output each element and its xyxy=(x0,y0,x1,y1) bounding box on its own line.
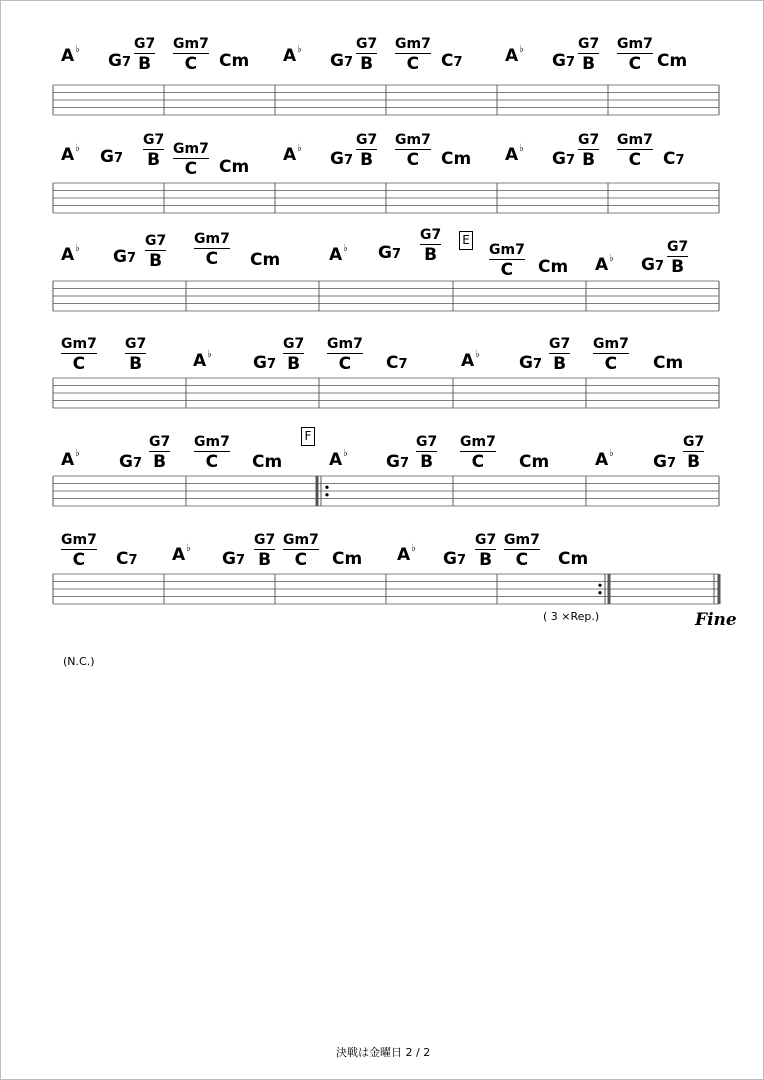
slash-chord-upper: Gm7 xyxy=(617,132,653,148)
slash-chord xyxy=(356,37,377,73)
chord-symbol xyxy=(61,243,80,265)
slash-chord-bass: B xyxy=(424,245,438,265)
slash-chord-upper: G7 xyxy=(283,336,305,352)
slash-chord-bass: B xyxy=(360,54,374,74)
chord-root: Cm xyxy=(252,452,283,472)
slash-chord-bass: C xyxy=(72,354,86,374)
slash-chord-bass: C xyxy=(628,150,642,170)
chord-symbol xyxy=(378,245,401,262)
chord-root: C7 xyxy=(663,149,685,169)
chord-root: G7 xyxy=(552,51,576,71)
flat-icon: ♭ xyxy=(343,243,348,254)
chord-symbol xyxy=(283,143,302,165)
slash-chord xyxy=(578,37,599,73)
chord-root: G7 xyxy=(443,549,467,569)
chord-symbol xyxy=(329,243,348,265)
chord-symbol xyxy=(193,349,212,371)
chord-root: Cm xyxy=(657,51,688,71)
chord-root: G7 xyxy=(108,51,132,71)
slash-chord-bass: C xyxy=(628,54,642,74)
chord-symbol xyxy=(172,543,191,565)
slash-chord-bass: B xyxy=(582,150,596,170)
chord-symbol xyxy=(578,131,599,169)
chord-symbol xyxy=(356,131,377,169)
flat-icon: ♭ xyxy=(75,143,80,154)
slash-chord-bass: B xyxy=(147,150,161,170)
slash-chord-upper: G7 xyxy=(356,36,378,52)
chord-root: Cm xyxy=(219,157,250,177)
chord-symbol xyxy=(252,454,282,471)
slash-chord xyxy=(283,533,319,569)
slash-chord xyxy=(549,337,570,373)
slash-chord xyxy=(327,337,363,373)
slash-chord xyxy=(61,533,97,569)
slash-chord-upper: Gm7 xyxy=(489,242,525,258)
chord-symbol xyxy=(219,159,249,176)
chord-root: A♭ xyxy=(329,243,348,265)
chord-symbol xyxy=(653,355,683,372)
chord-symbol xyxy=(653,454,676,471)
rehearsal-mark-e: E xyxy=(459,231,473,250)
slash-chord-upper: G7 xyxy=(125,336,147,352)
flat-icon: ♭ xyxy=(609,253,614,264)
chord-symbol xyxy=(657,53,687,70)
chord-extension: 7 xyxy=(391,247,402,262)
chord-symbol xyxy=(460,433,496,471)
slash-chord xyxy=(489,243,525,279)
slash-chord xyxy=(194,232,230,268)
chord-symbol xyxy=(420,226,441,264)
chord-root: A♭ xyxy=(61,448,80,470)
chord-root: G7 xyxy=(253,353,277,373)
slash-chord-upper: Gm7 xyxy=(194,434,230,450)
slash-chord xyxy=(416,435,437,471)
chord-symbol xyxy=(219,53,249,70)
chord-symbol xyxy=(149,433,170,471)
chord-root: Cm xyxy=(519,452,550,472)
slash-chord-bass: B xyxy=(479,550,493,570)
page-footer: 決戦は金曜日 2 / 2 xyxy=(336,1046,431,1059)
slash-chord-upper: G7 xyxy=(143,132,165,148)
chord-root: C7 xyxy=(386,353,408,373)
chord-symbol xyxy=(253,355,276,372)
chord-symbol xyxy=(125,335,146,373)
slash-chord-bass: C xyxy=(471,452,485,472)
chord-symbol xyxy=(283,335,304,373)
chord-extension: 7 xyxy=(266,357,277,372)
flat-icon: ♭ xyxy=(207,349,212,360)
chord-root: A♭ xyxy=(329,448,348,470)
chord-symbol xyxy=(250,252,280,269)
chord-root: Cm xyxy=(538,257,569,277)
chord-root: A♭ xyxy=(461,349,480,371)
flat-icon: ♭ xyxy=(75,44,80,55)
chord-symbol xyxy=(617,131,653,169)
chord-root: A♭ xyxy=(505,143,524,165)
slash-chord-upper: Gm7 xyxy=(504,532,540,548)
chord-root: G7 xyxy=(119,452,143,472)
chord-symbol xyxy=(194,230,230,268)
chord-symbol xyxy=(173,35,209,73)
chord-extension: 7 xyxy=(398,357,408,372)
slash-chord-bass: C xyxy=(205,452,219,472)
slash-chord-upper: G7 xyxy=(416,434,438,450)
chord-symbol xyxy=(667,238,688,276)
chord-symbol xyxy=(549,335,570,373)
slash-chord xyxy=(395,133,431,169)
chord-symbol xyxy=(663,151,685,168)
slash-chord xyxy=(149,435,170,471)
slash-chord-bass: C xyxy=(338,354,352,374)
slash-chord xyxy=(173,142,209,178)
slash-chord-bass: C xyxy=(500,260,514,280)
chord-symbol xyxy=(641,257,664,274)
slash-chord-upper: G7 xyxy=(549,336,571,352)
chord-symbol xyxy=(593,335,629,373)
chord-symbol xyxy=(505,44,524,66)
slash-chord xyxy=(475,533,496,569)
slash-chord xyxy=(617,37,653,73)
repeat-dot xyxy=(325,493,328,496)
slash-chord xyxy=(617,133,653,169)
chord-symbol xyxy=(143,131,164,169)
flat-icon: ♭ xyxy=(297,143,302,154)
chord-symbol xyxy=(283,531,319,569)
flat-icon: ♭ xyxy=(475,349,480,360)
flat-icon: ♭ xyxy=(609,448,614,459)
chord-extension: 7 xyxy=(235,553,246,568)
chord-symbol xyxy=(332,551,362,568)
slash-chord-upper: G7 xyxy=(420,227,442,243)
slash-chord-upper: G7 xyxy=(134,36,156,52)
chord-extension: 7 xyxy=(666,456,677,471)
slash-chord-upper: Gm7 xyxy=(593,336,629,352)
slash-chord-bass: C xyxy=(184,159,198,179)
chord-extension: 7 xyxy=(343,153,354,168)
slash-chord-upper: G7 xyxy=(683,434,705,450)
chord-symbol xyxy=(397,543,416,565)
slash-chord-bass: B xyxy=(258,550,272,570)
chord-root: A♭ xyxy=(61,143,80,165)
chord-symbol xyxy=(222,551,245,568)
chord-extension: 7 xyxy=(565,153,576,168)
slash-chord-bass: B xyxy=(287,354,301,374)
flat-icon: ♭ xyxy=(519,143,524,154)
chord-symbol xyxy=(61,44,80,66)
slash-chord-upper: G7 xyxy=(475,532,497,548)
chord-symbol xyxy=(395,35,431,73)
chord-symbol xyxy=(173,140,209,178)
chord-extension: 7 xyxy=(675,153,685,168)
slash-chord-bass: B xyxy=(420,452,434,472)
chord-symbol xyxy=(595,253,614,275)
chord-symbol xyxy=(441,151,471,168)
chord-extension: 7 xyxy=(113,151,124,166)
chord-symbol xyxy=(489,241,525,279)
chord-extension: 7 xyxy=(343,55,354,70)
chord-extension: 7 xyxy=(453,55,463,70)
slash-chord-upper: Gm7 xyxy=(395,132,431,148)
chord-symbol xyxy=(61,448,80,470)
chord-root: A♭ xyxy=(397,543,416,565)
slash-chord xyxy=(593,337,629,373)
chord-symbol xyxy=(194,433,230,471)
chord-root: A♭ xyxy=(505,44,524,66)
slash-chord xyxy=(61,337,97,373)
slash-chord-upper: Gm7 xyxy=(283,532,319,548)
slash-chord-upper: Gm7 xyxy=(194,231,230,247)
slash-chord-upper: G7 xyxy=(667,239,689,255)
slash-chord-upper: Gm7 xyxy=(61,336,97,352)
no-chord-marking: (N.C.) xyxy=(63,655,95,668)
chord-root: G7 xyxy=(552,149,576,169)
slash-chord-bass: B xyxy=(138,54,152,74)
chord-symbol xyxy=(327,335,363,373)
flat-icon: ♭ xyxy=(343,448,348,459)
chord-symbol xyxy=(145,232,166,270)
flat-icon: ♭ xyxy=(411,543,416,554)
chord-symbol xyxy=(443,551,466,568)
slash-chord xyxy=(504,533,540,569)
chord-extension: 7 xyxy=(399,456,410,471)
chord-symbol xyxy=(61,143,80,165)
slash-chord-upper: Gm7 xyxy=(460,434,496,450)
slash-chord xyxy=(578,133,599,169)
slash-chord xyxy=(667,240,688,276)
slash-chord-upper: G7 xyxy=(578,36,600,52)
chord-root: A♭ xyxy=(193,349,212,371)
slash-chord-upper: Gm7 xyxy=(395,36,431,52)
slash-chord-upper: Gm7 xyxy=(327,336,363,352)
chord-root: G7 xyxy=(222,549,246,569)
chord-symbol xyxy=(356,35,377,73)
chord-extension: 7 xyxy=(121,55,132,70)
slash-chord-bass: B xyxy=(582,54,596,74)
chord-root: G7 xyxy=(113,247,137,267)
chord-symbol xyxy=(330,53,353,70)
chord-symbol xyxy=(100,149,123,166)
chord-symbol xyxy=(119,454,142,471)
chord-symbol xyxy=(505,143,524,165)
flat-icon: ♭ xyxy=(75,243,80,254)
chord-root: Cm xyxy=(332,549,363,569)
repeat-dot xyxy=(598,591,601,594)
slash-chord-bass: B xyxy=(671,257,685,277)
chord-symbol xyxy=(61,531,97,569)
repeat-dot xyxy=(325,486,328,489)
flat-icon: ♭ xyxy=(297,44,302,55)
slash-chord-upper: G7 xyxy=(356,132,378,148)
slash-chord-bass: C xyxy=(72,550,86,570)
chord-root: G7 xyxy=(653,452,677,472)
chord-symbol xyxy=(683,433,704,471)
chord-symbol xyxy=(329,448,348,470)
slash-chord-bass: C xyxy=(604,354,618,374)
slash-chord xyxy=(283,337,304,373)
slash-chord xyxy=(460,435,496,471)
slash-chord-upper: Gm7 xyxy=(61,532,97,548)
chord-root: C7 xyxy=(116,549,138,569)
chord-root: G7 xyxy=(378,243,402,263)
chord-root: A♭ xyxy=(595,253,614,275)
repeat-count-note: ( 3 ×Rep.) xyxy=(543,610,600,623)
chord-extension: 7 xyxy=(565,55,576,70)
chord-symbol xyxy=(395,131,431,169)
chord-symbol xyxy=(283,44,302,66)
slash-chord-bass: C xyxy=(515,550,529,570)
chord-symbol xyxy=(578,35,599,73)
chord-symbol xyxy=(441,53,463,70)
slash-chord-upper: G7 xyxy=(578,132,600,148)
slash-chord xyxy=(125,337,146,373)
chord-root: Cm xyxy=(219,51,250,71)
chord-symbol xyxy=(461,349,480,371)
chord-root: A♭ xyxy=(595,448,614,470)
slash-chord-bass: C xyxy=(294,550,308,570)
chord-root: Cm xyxy=(558,549,589,569)
chord-symbol xyxy=(108,53,131,70)
rehearsal-mark-f: F xyxy=(301,427,315,446)
chord-extension: 7 xyxy=(654,259,665,274)
slash-chord-upper: Gm7 xyxy=(173,36,209,52)
chord-root: G7 xyxy=(386,452,410,472)
chord-symbol xyxy=(416,433,437,471)
chord-symbol xyxy=(386,454,409,471)
slash-chord-bass: B xyxy=(553,354,567,374)
chord-symbol xyxy=(475,531,496,569)
slash-chord xyxy=(194,435,230,471)
slash-chord xyxy=(395,37,431,73)
slash-chord-upper: Gm7 xyxy=(617,36,653,52)
flat-icon: ♭ xyxy=(186,543,191,554)
flat-icon: ♭ xyxy=(519,44,524,55)
chord-root: C7 xyxy=(441,51,463,71)
slash-chord xyxy=(683,435,704,471)
slash-chord-upper: G7 xyxy=(149,434,171,450)
chord-extension: 7 xyxy=(126,251,137,266)
chord-root: G7 xyxy=(330,51,354,71)
slash-chord-bass: C xyxy=(406,150,420,170)
slash-chord xyxy=(145,234,166,270)
slash-chord-bass: C xyxy=(406,54,420,74)
chord-symbol xyxy=(116,551,138,568)
chord-symbol xyxy=(386,355,408,372)
chord-symbol xyxy=(558,551,588,568)
chord-symbol xyxy=(617,35,653,73)
chord-symbol xyxy=(595,448,614,470)
slash-chord-bass: B xyxy=(149,251,163,271)
slash-chord-bass: B xyxy=(129,354,143,374)
slash-chord-bass: C xyxy=(205,249,219,269)
chord-root: Cm xyxy=(250,250,281,270)
chord-root: G7 xyxy=(519,353,543,373)
slash-chord-upper: G7 xyxy=(145,233,167,249)
chord-root: Cm xyxy=(653,353,684,373)
slash-chord-bass: B xyxy=(360,150,374,170)
slash-chord-upper: Gm7 xyxy=(173,141,209,157)
slash-chord-bass: B xyxy=(687,452,701,472)
chord-symbol xyxy=(61,335,97,373)
slash-chord xyxy=(254,533,275,569)
chord-root: Cm xyxy=(441,149,472,169)
flat-icon: ♭ xyxy=(75,448,80,459)
chord-extension: 7 xyxy=(532,357,543,372)
slash-chord xyxy=(356,133,377,169)
chord-symbol xyxy=(552,53,575,70)
slash-chord xyxy=(420,228,441,264)
chord-root: A♭ xyxy=(61,44,80,66)
chord-root: G7 xyxy=(641,255,665,275)
chord-root: G7 xyxy=(330,149,354,169)
chord-extension: 7 xyxy=(128,553,138,568)
slash-chord-bass: B xyxy=(153,452,167,472)
chord-root: A♭ xyxy=(283,44,302,66)
chord-extension: 7 xyxy=(456,553,467,568)
chord-root: A♭ xyxy=(61,243,80,265)
chord-root: G7 xyxy=(100,147,124,167)
chord-symbol xyxy=(519,355,542,372)
chord-symbol xyxy=(519,454,549,471)
fine-marking: Fine xyxy=(695,610,737,630)
chord-root: A♭ xyxy=(283,143,302,165)
slash-chord-upper: G7 xyxy=(254,532,276,548)
chord-extension: 7 xyxy=(132,456,143,471)
chord-symbol xyxy=(254,531,275,569)
repeat-dot xyxy=(598,584,601,587)
chord-symbol xyxy=(113,249,136,266)
slash-chord xyxy=(173,37,209,73)
chord-symbol xyxy=(330,151,353,168)
slash-chord xyxy=(134,37,155,73)
slash-chord-bass: C xyxy=(184,54,198,74)
chord-symbol xyxy=(538,259,568,276)
chord-symbol xyxy=(552,151,575,168)
chord-root: A♭ xyxy=(172,543,191,565)
slash-chord xyxy=(143,133,164,169)
chord-symbol xyxy=(134,35,155,73)
chord-symbol xyxy=(504,531,540,569)
